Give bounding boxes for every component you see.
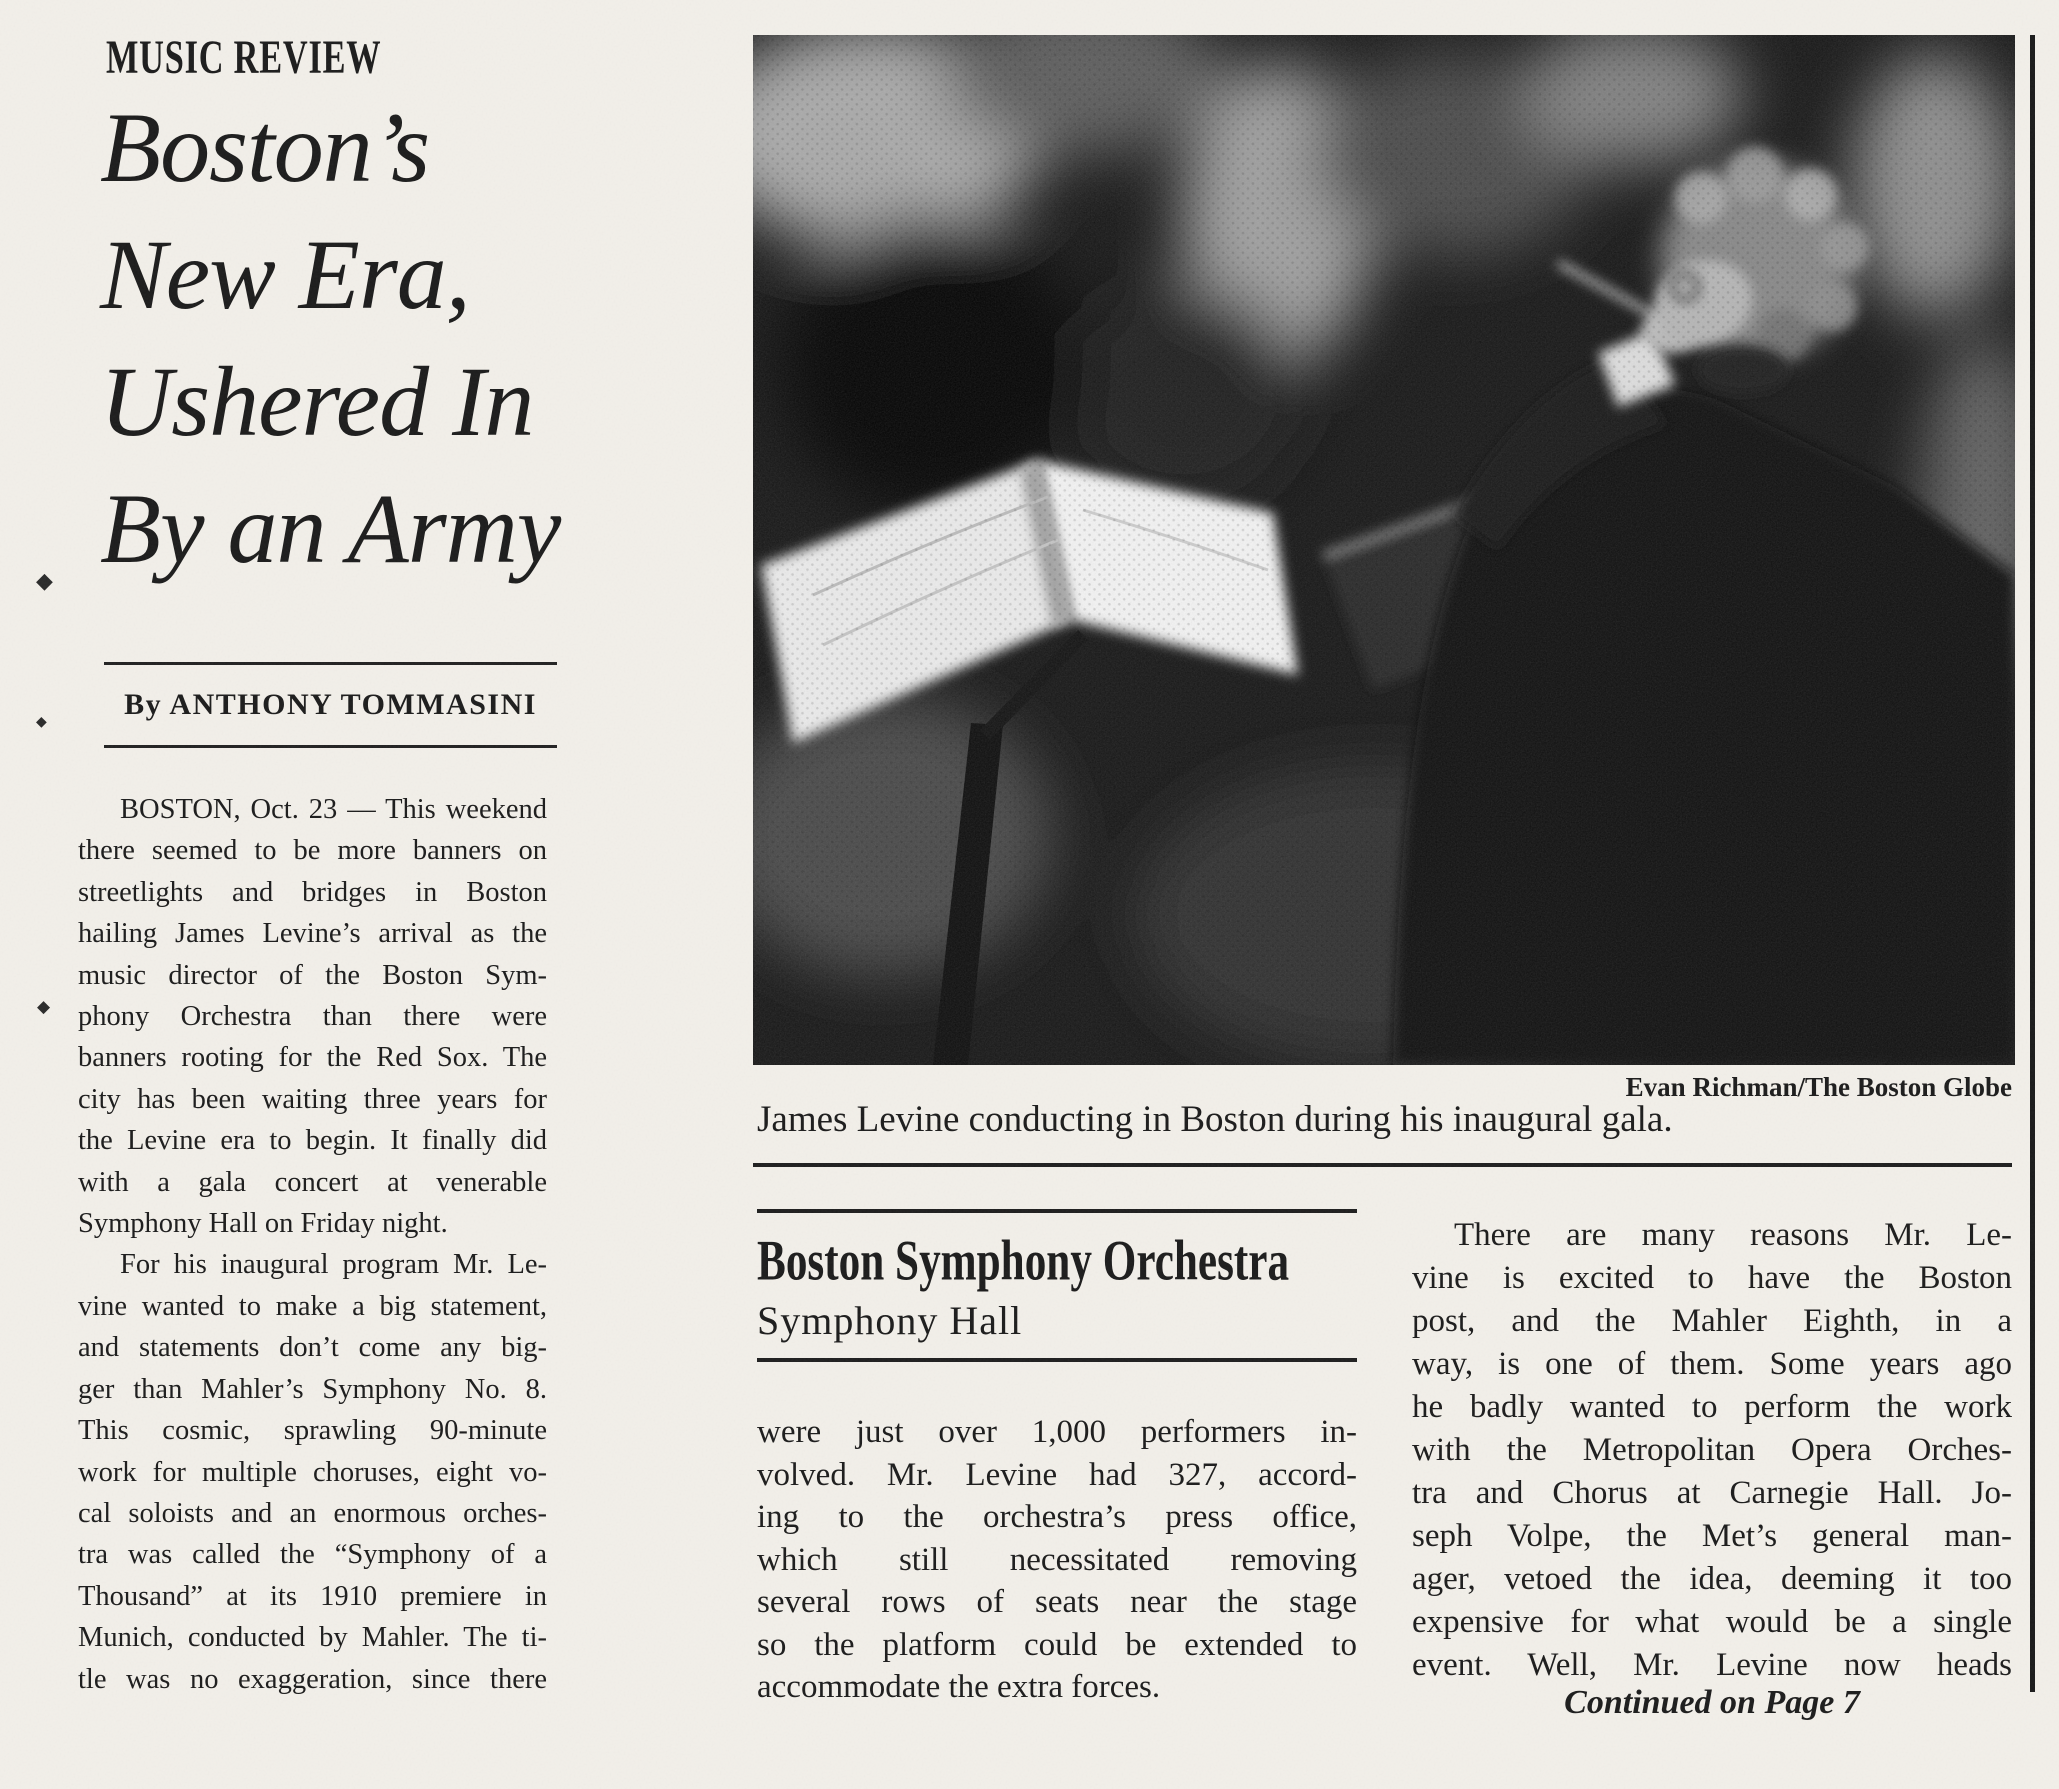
column-divider-rule — [2030, 35, 2035, 1692]
review-box-venue: Symphony Hall — [757, 1298, 1023, 1343]
text-line: were just over 1,000 performers in- — [757, 1414, 1357, 1450]
text-line: ager, vetoed the idea, deeming it too — [1412, 1561, 2012, 1597]
text-line: and statements don’t come any big- — [78, 1332, 547, 1364]
photo-illustration — [753, 35, 2015, 1065]
text-line: accommodate the extra forces. — [757, 1669, 1161, 1705]
text-line: vine is excited to have the Boston — [1412, 1260, 2012, 1296]
text-line: way, is one of them. Some years ago — [1412, 1346, 2012, 1382]
article-column-right — [1412, 1214, 2012, 1687]
text-line: tra and Chorus at Carnegie Hall. Jo- — [1412, 1475, 2012, 1511]
text-line: event. Well, Mr. Levine now heads — [1412, 1647, 2012, 1683]
review-box-rule-bottom — [757, 1358, 1357, 1362]
review-box-rule-top — [757, 1209, 1357, 1213]
text-line: hailing James Levine’s arrival as the — [78, 918, 547, 950]
headline-line: New Era, — [100, 219, 470, 330]
text-line: so the platform could be extended to — [757, 1626, 1357, 1663]
text-line: ing to the orchestra’s press office, — [757, 1499, 1357, 1535]
text-line: streetlights and bridges in Boston — [78, 876, 547, 908]
caption-rule — [753, 1163, 2012, 1167]
text-line: music director of the Boston Sym- — [78, 959, 547, 991]
text-line: For his inaugural program Mr. Le- — [120, 1249, 547, 1281]
section-kicker: MUSIC REVIEW — [106, 31, 382, 84]
text-line: Symphony Hall on Friday night. — [78, 1208, 448, 1240]
headline — [100, 84, 620, 592]
paragraph — [78, 789, 547, 1244]
text-line: several rows of seats near the stage — [757, 1584, 1357, 1620]
text-line: with a gala concert at venerable — [78, 1166, 547, 1198]
text-line: tra was called the “Symphony of a — [78, 1539, 547, 1571]
article-column-left — [78, 789, 547, 1700]
text-line: cal soloists and an enormous orches- — [78, 1497, 547, 1529]
photo-credit: Evan Richman/The Boston Globe — [1625, 1072, 2012, 1102]
byline-rule-top — [104, 662, 557, 665]
text-line: expensive for what would be a single — [1412, 1604, 2012, 1640]
text-line: he badly wanted to perform the work — [1412, 1389, 2012, 1425]
paragraph — [78, 1244, 547, 1699]
text-line: Munich, conducted by Mahler. The ti- — [78, 1622, 547, 1654]
byline: By ANTHONY TOMMASINI — [124, 688, 537, 721]
text-line: tle was no exaggeration, since there — [78, 1663, 547, 1695]
margin-mark-icon: ◆ — [36, 715, 47, 730]
article-photo — [753, 35, 2015, 1065]
article-column-middle — [757, 1411, 1357, 1709]
text-line: with the Metropolitan Opera Orches- — [1412, 1432, 2012, 1468]
text-line: BOSTON, Oct. 23 — This weekend — [120, 794, 547, 825]
byline-rule-bottom — [104, 745, 557, 748]
text-line: there seemed to be more banners on — [78, 835, 547, 867]
paragraph — [1412, 1214, 2012, 1687]
review-box-title: Boston Symphony Orchestra — [757, 1229, 1290, 1293]
text-line: banners rooting for the Red Sox. The — [78, 1042, 547, 1074]
continued-notice: Continued on Page 7 — [1564, 1684, 1860, 1721]
text-line: post, and the Mahler Eighth, in a — [1412, 1303, 2012, 1339]
paragraph — [757, 1411, 1357, 1709]
text-line: volved. Mr. Levine had 327, accord- — [757, 1456, 1357, 1493]
margin-mark-icon: ◆ — [37, 997, 51, 1016]
text-line: which still necessitated removing — [757, 1541, 1357, 1578]
text-line: Thousand” at its 1910 premiere in — [78, 1580, 547, 1612]
text-line: This cosmic, sprawling 90-minute — [78, 1415, 547, 1447]
headline-line: Ushered In — [100, 346, 534, 457]
text-line: There are many reasons Mr. Le- — [1454, 1217, 2012, 1253]
text-line: the Levine era to begin. It finally did — [78, 1125, 547, 1157]
text-line: phony Orchestra than there were — [78, 1001, 547, 1033]
text-line: seph Volpe, the Met’s general man- — [1412, 1518, 2012, 1554]
text-line: city has been waiting three years for — [78, 1083, 547, 1115]
headline-line: Boston’s — [100, 92, 430, 203]
text-line: vine wanted to make a big statement, — [78, 1290, 547, 1322]
headline-line: By an Army — [100, 473, 561, 584]
text-line: work for multiple choruses, eight vo- — [78, 1456, 547, 1488]
margin-mark-icon: ◆ — [36, 568, 53, 593]
text-line: ger than Mahler’s Symphony No. 8. — [78, 1373, 547, 1405]
photo-caption: James Levine conducting in Boston during his inaugural gala. — [757, 1099, 1673, 1140]
